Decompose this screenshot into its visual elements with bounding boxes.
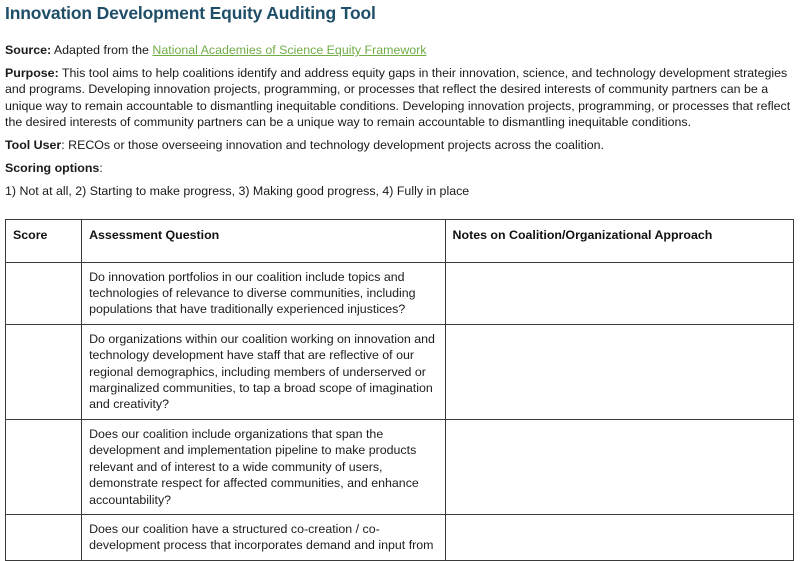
table-body bbox=[6, 262, 794, 560]
purpose-paragraph bbox=[5, 65, 793, 130]
table-header bbox=[6, 219, 794, 262]
cell-score[interactable] bbox=[6, 324, 82, 419]
purpose-text: This tool aims to help coalitions identify and address equity gaps in their innovation, science, and technology development strategies and programs. Developing innovation projects, programming, or processes that reflect the desired interests of community partners can be a unique way to remain accountable to dismantling inequitable conditions. Developing innovation projects, programming, or processes that reflect the desired interests of community partners can be a unique way to remain accountable to dismantling inequitable conditions. bbox=[5, 66, 791, 129]
scoring-options-colon: : bbox=[99, 161, 103, 176]
cell-question: Do organizations within our coalition working on innovation and technology development have staff that are reflective of our regional demographics, including members of underserved or marginalized communities, to tap a broad scope of imagination and creativity? bbox=[82, 324, 445, 419]
cell-question: Do innovation portfolios in our coalition include topics and technologies of relevance to diverse communities, including populations that have traditionally experienced injustices? bbox=[82, 262, 445, 324]
table-row bbox=[6, 324, 794, 419]
scoring-options-values: 1) Not at all, 2) Starting to make progress, 3) Making good progress, 4) Fully in place bbox=[5, 184, 470, 199]
column-header-score: Score bbox=[6, 219, 82, 262]
column-header-notes: Notes on Coalition/Organizational Approach bbox=[445, 219, 793, 262]
tool-user-label: Tool User bbox=[5, 138, 62, 153]
purpose-label: Purpose: bbox=[5, 66, 59, 81]
audit-table-wrapper bbox=[5, 219, 794, 561]
table-row bbox=[6, 262, 794, 324]
column-header-question: Assessment Question bbox=[82, 219, 445, 262]
cell-question: Does our coalition have a structured co-creation / co-development process that incorporates demand and input from bbox=[82, 514, 445, 560]
cell-score[interactable] bbox=[6, 419, 82, 514]
source-text: Adapted from the bbox=[51, 43, 153, 57]
cell-notes[interactable] bbox=[445, 419, 793, 514]
scoring-options-label: Scoring options bbox=[5, 161, 100, 176]
scoring-options-heading bbox=[5, 160, 793, 176]
page-title: Innovation Development Equity Auditing Tool bbox=[5, 3, 376, 23]
source-line bbox=[5, 42, 793, 58]
table-row bbox=[6, 514, 794, 560]
cell-notes[interactable] bbox=[445, 324, 793, 419]
cell-score[interactable] bbox=[6, 514, 82, 560]
cell-notes[interactable] bbox=[445, 262, 793, 324]
cell-question: Does our coalition include organizations that span the development and implementation pipeline to make products relevant and of interest to a wide community of users, demonstrate respect for affected communities, and enhance accountability? bbox=[82, 419, 445, 514]
audit-table bbox=[5, 219, 794, 561]
source-link[interactable]: National Academies of Science Equity Framework bbox=[152, 43, 427, 57]
source-label: Source: bbox=[5, 43, 52, 57]
tool-user-line bbox=[5, 137, 793, 153]
tool-user-text: : RECOs or those overseeing innovation and technology development projects across the coalition. bbox=[61, 138, 604, 153]
cell-notes[interactable] bbox=[445, 514, 793, 560]
intro-section bbox=[0, 42, 800, 200]
table-row bbox=[6, 419, 794, 514]
cell-score[interactable] bbox=[6, 262, 82, 324]
table-header-row bbox=[6, 219, 794, 262]
